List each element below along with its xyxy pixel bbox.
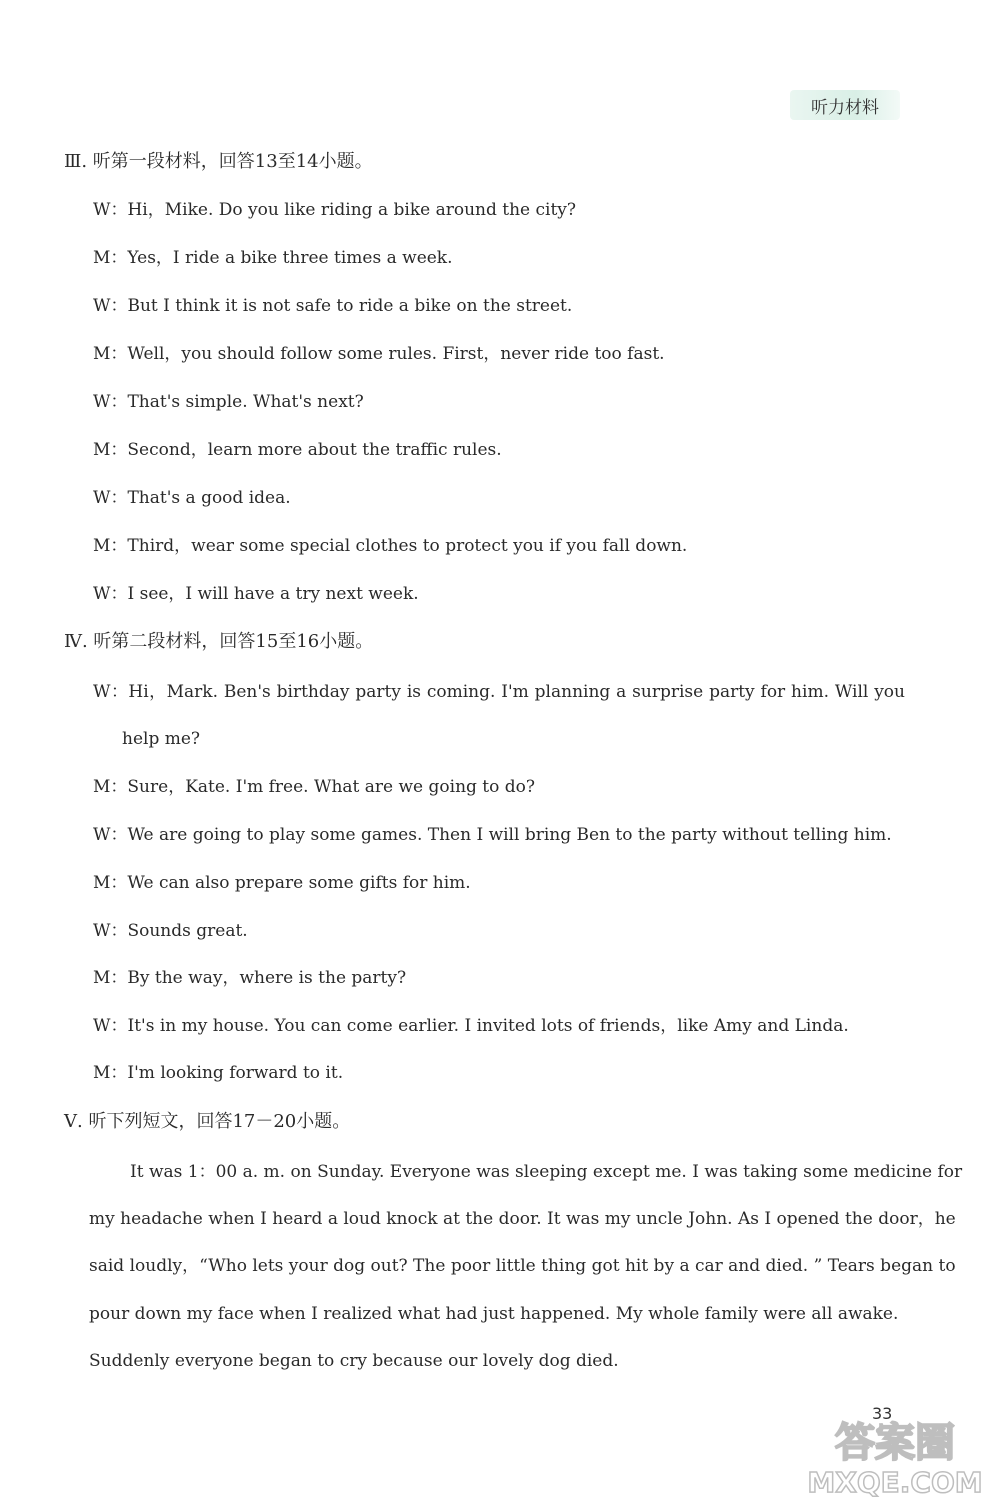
page-number: 33 bbox=[872, 1404, 893, 1423]
section-title-4: Ⅳ. 听第二段材料，回答15至16小题。 bbox=[64, 631, 374, 652]
dialog-line: W：I see，I will have a try next week. bbox=[93, 584, 419, 604]
dialog-line: M：Yes，I ride a bike three times a week. bbox=[93, 248, 453, 268]
section-title-5: Ⅴ. 听下列短文，回答17－20小题。 bbox=[64, 1111, 351, 1132]
passage-line: pour down my face when I realized what had just happened. My whole family were all awake. bbox=[89, 1304, 899, 1324]
dialog-line: M：Third，wear some special clothes to protect you if you fall down. bbox=[93, 536, 688, 556]
passage-line: Suddenly everyone began to cry because our lovely dog died. bbox=[89, 1351, 619, 1371]
passage-line: my headache when I heard a loud knock at the door. It was my uncle John. As I opened the door，he bbox=[89, 1209, 956, 1229]
dialog-line: M：By the way，where is the party? bbox=[93, 968, 407, 988]
dialog-line: W：It's in my house. You can come earlier. I invited lots of friends，like Amy and Linda. bbox=[93, 1016, 849, 1036]
dialog-line: W：Hi，Mike. Do you like riding a bike around the city? bbox=[93, 200, 577, 220]
watermark-text-1: 答案圈 bbox=[835, 1420, 955, 1466]
watermark-text-2: MXQE.COM bbox=[807, 1466, 983, 1499]
dialog-line: W：Hi，Mark. Ben's birthday party is coming. I'm planning a surprise party for him. Will you bbox=[93, 682, 905, 702]
watermark-logo bbox=[800, 1412, 990, 1500]
dialog-line: W：That's a good idea. bbox=[93, 488, 291, 508]
dialog-line: M：We can also prepare some gifts for him. bbox=[93, 873, 471, 893]
dialog-line: M：Sure，Kate. I'm free. What are we going to do? bbox=[93, 777, 536, 797]
dialog-line: W：That's simple. What's next? bbox=[93, 392, 364, 412]
dialog-line: M：Well，you should follow some rules. First，never ride too fast. bbox=[93, 344, 665, 364]
dialog-line-continuation: help me? bbox=[122, 729, 201, 749]
passage-line: said loudly，“Who lets your dog out? The poor little thing got hit by a car and died. ” Tears began to bbox=[89, 1256, 956, 1276]
dialog-line: M：I'm looking forward to it. bbox=[93, 1063, 344, 1083]
dialog-line: W：But I think it is not safe to ride a bike on the street. bbox=[93, 296, 573, 316]
section-header-tag: 听力材料 bbox=[790, 90, 900, 120]
dialog-line: M：Second，learn more about the traffic rules. bbox=[93, 440, 502, 460]
section-title-3: Ⅲ. 听第一段材料，回答13至14小题。 bbox=[64, 151, 373, 172]
dialog-line: W：Sounds great. bbox=[93, 921, 248, 941]
passage-line: It was 1：00 a. m. on Sunday. Everyone was sleeping except me. I was taking some medicine for bbox=[130, 1162, 963, 1182]
dialog-line: W：We are going to play some games. Then I will bring Ben to the party without telling him. bbox=[93, 825, 892, 845]
